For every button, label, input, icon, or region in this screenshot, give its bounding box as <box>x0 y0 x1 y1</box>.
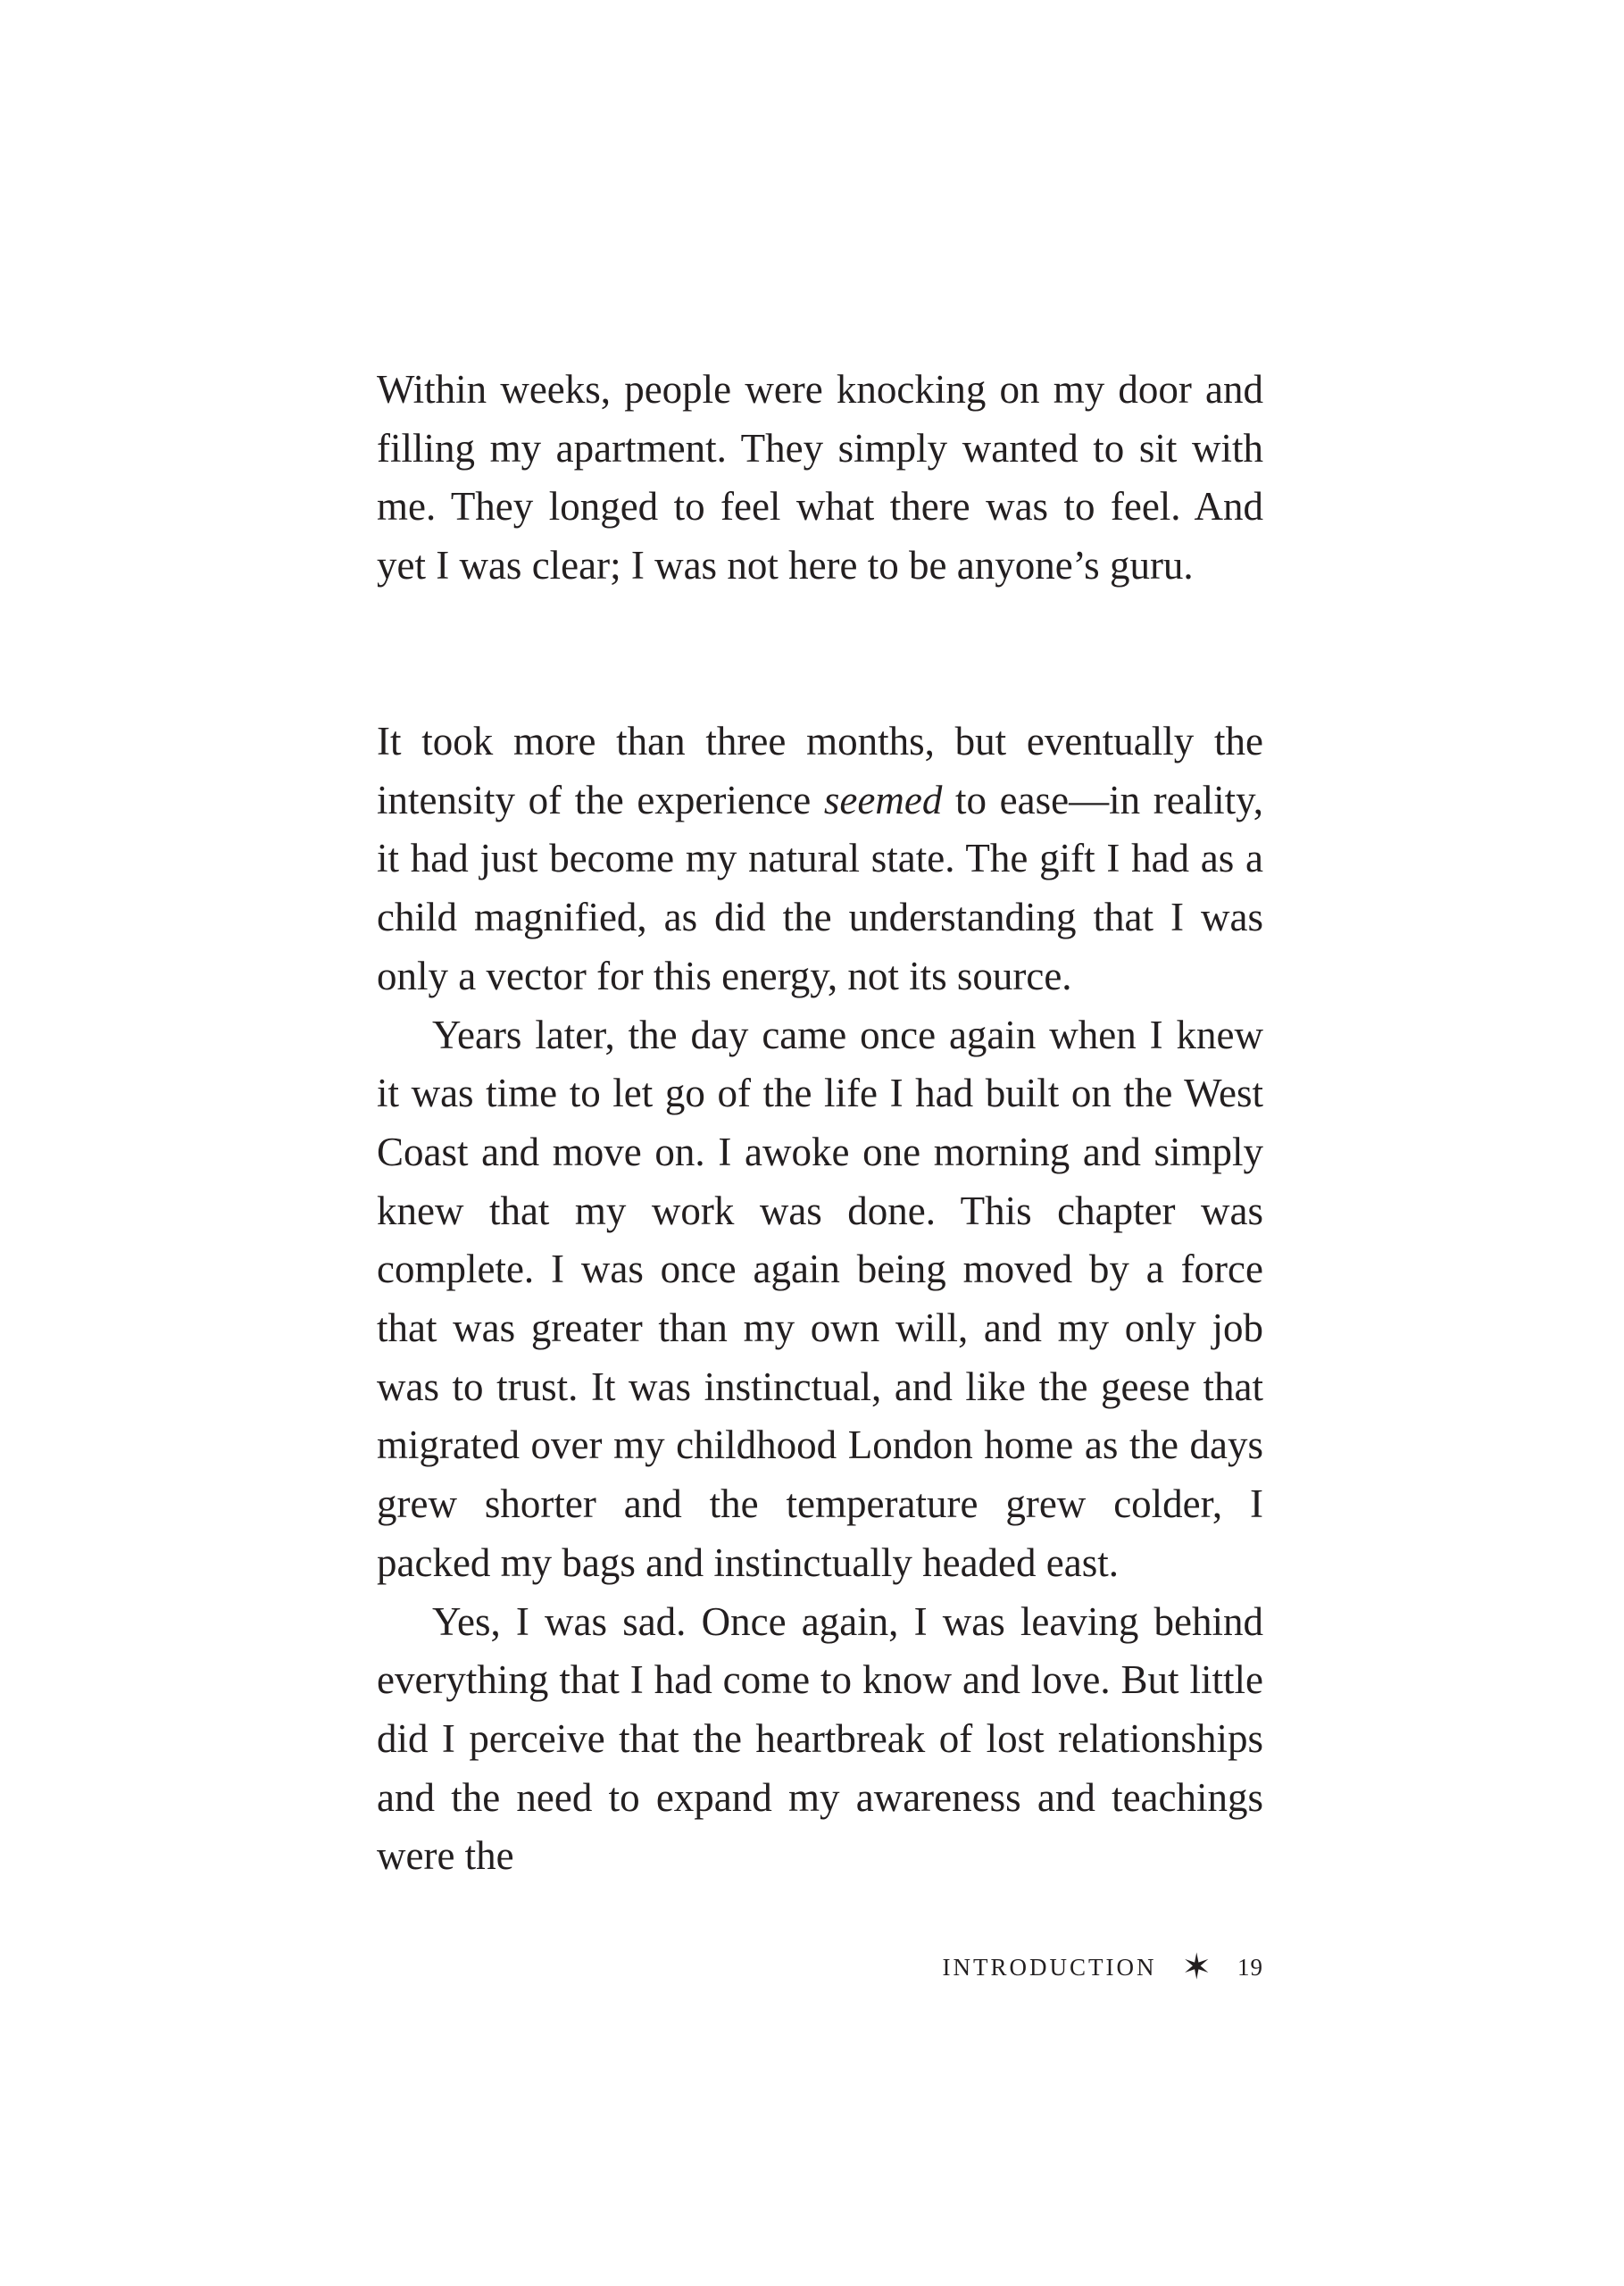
paragraph: Years later, the day came once again when I knew it was time to let go of the life I had built on the West Coast and move on. I awoke one morning and simply knew that my work was done. This chapter was complete. I was once again being moved by a force that was greater than my own will, and my only job was to trust. It was instinctual, and like the geese that migrated over my childhood London home as the days grew shorter and the temperature grew colder, I packed my bags and instinctually headed east. <box>377 1012 1263 1585</box>
page-footer <box>943 1949 1264 1985</box>
running-head: INTRODUCTION <box>942 1953 1157 1981</box>
text-section-1 <box>377 361 1263 596</box>
star-ornament-icon: ✶ <box>1181 1947 1214 1987</box>
page-number: 19 <box>1237 1953 1263 1981</box>
text-section-2 <box>377 713 1263 1886</box>
paragraph: Within weeks, people were knocking on my door and filling my apartment. They simply wanted to sit with me. They longed to feel what there was to feel. And yet I was clear; I was not here to be anyone’s guru. <box>377 367 1263 588</box>
paragraph-text: to ease—in reality, it had just become my natural state. The gift I had as a child magnified, as did the understanding that I was only a vector for this energy, not its source. <box>377 777 1264 998</box>
emphasized-word: seemed <box>823 777 943 822</box>
paragraph <box>377 713 1263 1006</box>
paragraph: Yes, I was sad. Once again, I was leaving behind everything that I had come to know and love. But little did I perceive that the heartbreak of lost relationships and the need to expand my awareness and teachings were the <box>377 1598 1263 1879</box>
paragraph-text: It took more than three months, but eventually the intensity of the experience <box>377 719 1263 822</box>
